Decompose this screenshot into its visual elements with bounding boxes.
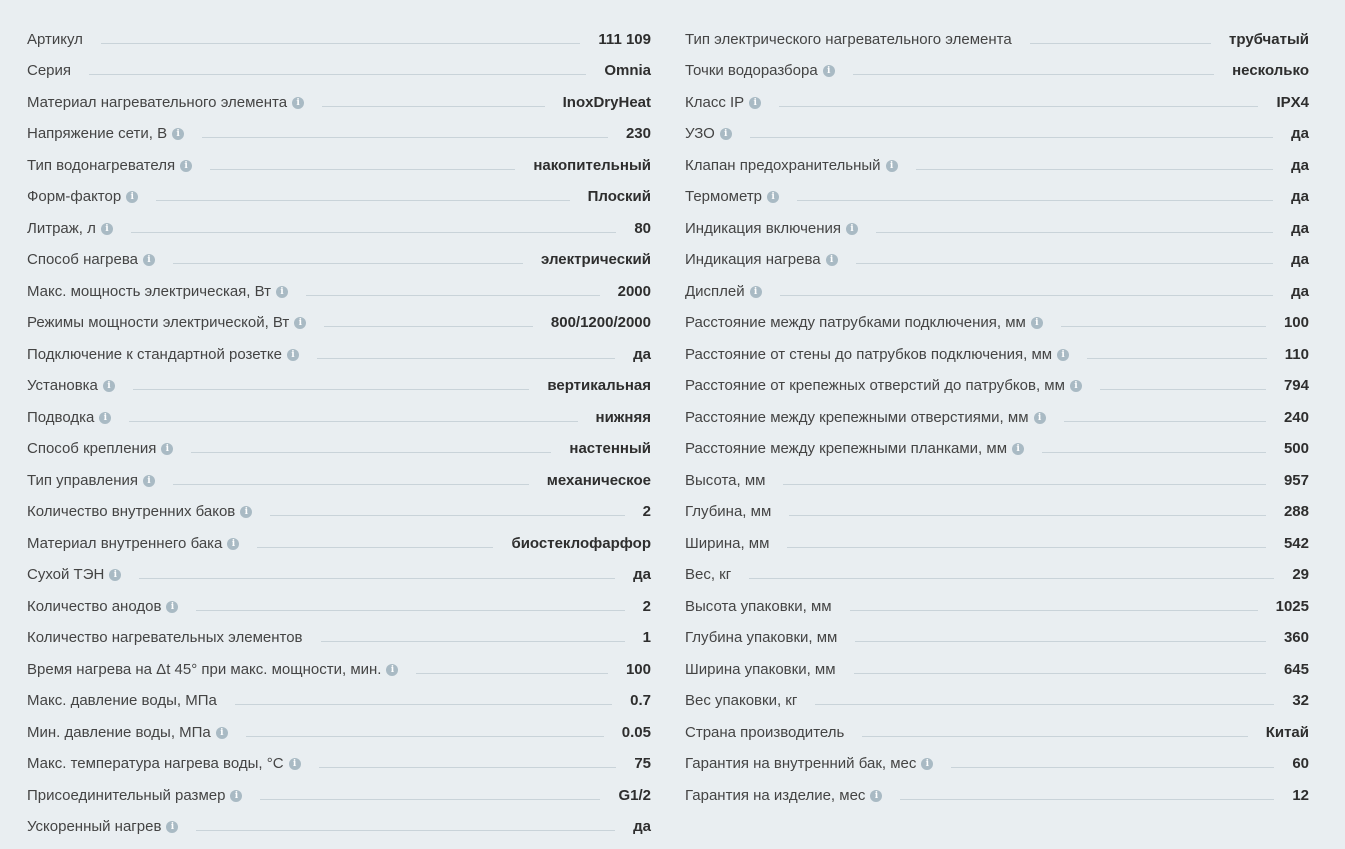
leader-line bbox=[129, 421, 577, 422]
spec-label-text: Серия bbox=[27, 62, 72, 79]
spec-label-text: Расстояние от стены до патрубков подключения, мм bbox=[685, 345, 1053, 363]
leader-line bbox=[1087, 358, 1267, 359]
spec-label bbox=[685, 566, 731, 584]
spec-value: да bbox=[633, 818, 651, 835]
spec-label bbox=[685, 62, 835, 80]
spec-value: 100 bbox=[1283, 314, 1309, 331]
spec-label bbox=[27, 157, 192, 175]
spec-label-text: Расстояние между патрубками подключения, мм bbox=[685, 314, 1026, 331]
spec-value: IPX4 bbox=[1276, 93, 1309, 111]
spec-label bbox=[685, 31, 1012, 49]
spec-row bbox=[27, 269, 651, 301]
spec-label-text: Точки водоразбора bbox=[685, 62, 818, 79]
spec-label-text: Расстояние между крепежными планками, мм bbox=[685, 440, 1008, 457]
spec-label-text: Режимы мощности электрической, Вт bbox=[27, 314, 290, 331]
spec-label-text: Количество анодов bbox=[27, 597, 162, 615]
leader-line bbox=[1042, 452, 1266, 453]
spec-row bbox=[685, 49, 1309, 81]
spec-label bbox=[685, 377, 1082, 395]
spec-label bbox=[27, 62, 71, 80]
info-icon[interactable]: i bbox=[1034, 412, 1046, 424]
spec-value: 0.05 bbox=[621, 723, 651, 741]
spec-value: электрический bbox=[541, 251, 651, 268]
spec-value: нижняя bbox=[595, 408, 651, 426]
leader-line bbox=[750, 137, 1273, 138]
spec-value: 645 bbox=[1283, 660, 1309, 678]
info-icon[interactable]: i bbox=[1057, 349, 1069, 361]
spec-label-text: Термометр bbox=[685, 188, 763, 205]
spec-label-text: Литраж, л bbox=[27, 219, 96, 237]
spec-value: 12 bbox=[1292, 786, 1309, 804]
spec-label-text: Мин. давление воды, МПа bbox=[27, 723, 211, 741]
info-icon[interactable]: i bbox=[166, 601, 178, 613]
info-icon[interactable]: i bbox=[109, 569, 121, 581]
leader-line bbox=[1064, 421, 1266, 422]
spec-value: да bbox=[1291, 188, 1309, 205]
leader-line bbox=[202, 137, 608, 138]
spec-label bbox=[685, 157, 898, 175]
info-icon[interactable]: i bbox=[294, 317, 306, 329]
spec-label-text: Вес упаковки, кг bbox=[685, 692, 798, 709]
spec-label-text: Сухой ТЭН bbox=[27, 566, 105, 583]
info-icon[interactable]: i bbox=[386, 664, 398, 676]
info-icon[interactable]: i bbox=[180, 160, 192, 172]
spec-label bbox=[685, 535, 769, 553]
spec-value: да bbox=[633, 345, 651, 363]
spec-row bbox=[685, 175, 1309, 207]
spec-label bbox=[27, 661, 398, 679]
spec-row bbox=[685, 679, 1309, 711]
spec-value: 360 bbox=[1283, 629, 1309, 646]
spec-value: 1025 bbox=[1275, 597, 1309, 615]
info-icon[interactable]: i bbox=[292, 97, 304, 109]
spec-label-text: Расстояние от крепежных отверстий до патрубков, мм bbox=[685, 377, 1065, 394]
leader-line bbox=[1100, 389, 1266, 390]
leader-line bbox=[324, 326, 533, 327]
info-icon[interactable]: i bbox=[240, 506, 252, 518]
spec-row bbox=[27, 679, 651, 711]
leader-line bbox=[855, 641, 1266, 642]
spec-value: 75 bbox=[634, 755, 651, 772]
spec-value: 288 bbox=[1283, 503, 1309, 520]
spec-row bbox=[685, 458, 1309, 490]
spec-row bbox=[27, 395, 651, 427]
spec-value: 29 bbox=[1292, 566, 1309, 583]
spec-label-text: Тип водонагревателя bbox=[27, 156, 176, 174]
leader-line bbox=[815, 704, 1274, 705]
spec-label bbox=[685, 503, 771, 521]
info-icon[interactable]: i bbox=[1012, 443, 1024, 455]
spec-value: да bbox=[1291, 251, 1309, 268]
info-icon[interactable]: i bbox=[921, 758, 933, 770]
info-icon[interactable]: i bbox=[750, 286, 762, 298]
spec-row bbox=[27, 742, 651, 774]
leader-line bbox=[789, 515, 1266, 516]
spec-row bbox=[27, 206, 651, 238]
spec-label-text: Материал внутреннего бака bbox=[27, 534, 223, 552]
leader-line bbox=[257, 547, 493, 548]
spec-label-text: Подключение к стандартной розетке bbox=[27, 345, 282, 363]
spec-label-text: Расстояние между крепежными отверстиями, мм bbox=[685, 408, 1029, 426]
info-icon[interactable]: i bbox=[143, 254, 155, 266]
spec-label bbox=[27, 251, 155, 269]
info-icon[interactable]: i bbox=[227, 538, 239, 550]
spec-label bbox=[27, 440, 173, 458]
info-icon[interactable]: i bbox=[749, 97, 761, 109]
spec-value: настенный bbox=[569, 440, 651, 457]
spec-row bbox=[27, 80, 651, 112]
leader-line bbox=[321, 641, 625, 642]
spec-label-text: Дисплей bbox=[685, 282, 745, 300]
info-icon[interactable]: i bbox=[823, 65, 835, 77]
spec-row bbox=[685, 269, 1309, 301]
leader-line bbox=[876, 232, 1273, 233]
spec-value: 0.7 bbox=[630, 692, 651, 709]
spec-label bbox=[685, 283, 762, 301]
spec-label bbox=[27, 125, 184, 143]
spec-label bbox=[27, 346, 299, 364]
info-icon[interactable]: i bbox=[172, 128, 184, 140]
info-icon[interactable]: i bbox=[103, 380, 115, 392]
spec-value: 100 bbox=[625, 660, 651, 678]
spec-value: да bbox=[633, 566, 651, 583]
spec-label bbox=[27, 220, 113, 238]
spec-value: механическое bbox=[546, 471, 651, 489]
spec-label bbox=[685, 188, 779, 206]
spec-value: Плоский bbox=[587, 188, 651, 205]
spec-row bbox=[27, 301, 651, 333]
spec-value: Omnia bbox=[604, 62, 651, 79]
spec-row bbox=[685, 395, 1309, 427]
leader-line bbox=[196, 610, 624, 611]
spec-value: 542 bbox=[1283, 534, 1309, 552]
spec-row bbox=[27, 49, 651, 81]
spec-row bbox=[685, 206, 1309, 238]
info-icon[interactable]: i bbox=[1031, 317, 1043, 329]
spec-row bbox=[27, 143, 651, 175]
spec-label bbox=[685, 94, 761, 112]
spec-value: 500 bbox=[1283, 440, 1309, 457]
spec-value: да bbox=[1291, 219, 1309, 237]
info-icon[interactable]: i bbox=[161, 443, 173, 455]
spec-label-text: Макс. давление воды, МПа bbox=[27, 692, 217, 709]
spec-label bbox=[27, 724, 228, 742]
spec-value: Китай bbox=[1265, 723, 1309, 741]
spec-value: вертикальная bbox=[547, 377, 651, 394]
spec-label bbox=[27, 629, 303, 647]
info-icon[interactable]: i bbox=[216, 727, 228, 739]
spec-label-text: Присоединительный размер bbox=[27, 786, 226, 804]
spec-row bbox=[685, 364, 1309, 396]
spec-row bbox=[27, 553, 651, 585]
spec-label bbox=[685, 251, 838, 269]
spec-row bbox=[27, 17, 651, 49]
spec-row bbox=[685, 553, 1309, 585]
leader-line bbox=[854, 673, 1266, 674]
spec-label-text: Гарантия на изделие, мес bbox=[685, 786, 866, 804]
spec-label bbox=[27, 31, 83, 49]
specifications-left-column bbox=[27, 17, 651, 836]
spec-value: накопительный bbox=[533, 156, 651, 174]
spec-row bbox=[27, 427, 651, 459]
spec-label-text: Макс. температура нагрева воды, °С bbox=[27, 755, 284, 772]
spec-row bbox=[27, 773, 651, 805]
info-icon[interactable]: i bbox=[767, 191, 779, 203]
spec-label-text: Класс IP bbox=[685, 93, 745, 111]
spec-row bbox=[27, 521, 651, 553]
leader-line bbox=[951, 767, 1274, 768]
leader-line bbox=[853, 74, 1214, 75]
info-icon[interactable]: i bbox=[886, 160, 898, 172]
spec-value: 2 bbox=[642, 597, 651, 615]
spec-value: 2 bbox=[642, 503, 651, 520]
spec-row bbox=[27, 364, 651, 396]
info-icon[interactable]: i bbox=[846, 223, 858, 235]
spec-row bbox=[685, 773, 1309, 805]
spec-value: 957 bbox=[1283, 471, 1309, 489]
spec-label-text: Глубина, мм bbox=[685, 503, 772, 520]
spec-row bbox=[685, 647, 1309, 679]
info-icon[interactable]: i bbox=[289, 758, 301, 770]
spec-row bbox=[27, 238, 651, 270]
spec-label bbox=[685, 314, 1043, 332]
spec-value: 60 bbox=[1292, 755, 1309, 772]
spec-row bbox=[685, 112, 1309, 144]
spec-label-text: Глубина упаковки, мм bbox=[685, 629, 838, 646]
info-icon[interactable]: i bbox=[720, 128, 732, 140]
leader-line bbox=[131, 232, 616, 233]
info-icon[interactable]: i bbox=[166, 821, 178, 833]
leader-line bbox=[749, 578, 1274, 579]
leader-line bbox=[780, 295, 1273, 296]
spec-label-text: Количество нагревательных элементов bbox=[27, 629, 303, 646]
spec-label bbox=[685, 629, 837, 647]
specifications-right-column bbox=[685, 17, 1309, 836]
spec-row bbox=[685, 301, 1309, 333]
spec-row bbox=[685, 710, 1309, 742]
spec-row bbox=[685, 427, 1309, 459]
info-icon[interactable]: i bbox=[1070, 380, 1082, 392]
info-icon[interactable]: i bbox=[287, 349, 299, 361]
leader-line bbox=[787, 547, 1266, 548]
spec-label-text: Гарантия на внутренний бак, мес bbox=[685, 755, 917, 772]
spec-label bbox=[685, 409, 1046, 427]
info-icon[interactable]: i bbox=[99, 412, 111, 424]
spec-row bbox=[685, 584, 1309, 616]
spec-row bbox=[27, 584, 651, 616]
spec-value: да bbox=[1291, 282, 1309, 300]
leader-line bbox=[850, 610, 1258, 611]
spec-label bbox=[685, 598, 832, 616]
leader-line bbox=[856, 263, 1274, 264]
spec-value: 794 bbox=[1283, 377, 1309, 394]
spec-row bbox=[685, 332, 1309, 364]
spec-value: несколько bbox=[1232, 62, 1309, 79]
leader-line bbox=[779, 106, 1258, 107]
leader-line bbox=[260, 799, 600, 800]
spec-label-text: Ширина упаковки, мм bbox=[685, 660, 836, 678]
spec-value: 80 bbox=[634, 219, 651, 237]
spec-label bbox=[27, 598, 178, 616]
spec-label-text: Индикация нагрева bbox=[685, 251, 821, 268]
spec-row bbox=[685, 616, 1309, 648]
spec-row bbox=[685, 80, 1309, 112]
spec-row bbox=[685, 742, 1309, 774]
spec-row bbox=[27, 458, 651, 490]
spec-label-text: Способ нагрева bbox=[27, 251, 138, 268]
leader-line bbox=[783, 484, 1265, 485]
leader-line bbox=[916, 169, 1274, 170]
spec-row bbox=[685, 521, 1309, 553]
info-icon[interactable]: i bbox=[101, 223, 113, 235]
spec-label-text: Клапан предохранительный bbox=[685, 156, 881, 174]
leader-line bbox=[101, 43, 581, 44]
spec-label-text: Напряжение сети, В bbox=[27, 125, 168, 142]
spec-label-text: Индикация включения bbox=[685, 219, 842, 237]
leader-line bbox=[246, 736, 604, 737]
spec-value: 110 bbox=[1284, 345, 1309, 363]
spec-label-text: Количество внутренних баков bbox=[27, 503, 236, 520]
spec-value: 800/1200/2000 bbox=[550, 314, 651, 331]
leader-line bbox=[317, 358, 615, 359]
leader-line bbox=[173, 263, 523, 264]
spec-label-text: Вес, кг bbox=[685, 566, 732, 583]
leader-line bbox=[210, 169, 515, 170]
spec-label-text: Способ крепления bbox=[27, 440, 157, 457]
leader-line bbox=[156, 200, 569, 201]
spec-row bbox=[685, 17, 1309, 49]
spec-label-text: Артикул bbox=[27, 30, 83, 48]
leader-line bbox=[1030, 43, 1211, 44]
spec-value: 230 bbox=[625, 125, 651, 142]
spec-label-text: УЗО bbox=[685, 125, 715, 142]
spec-value: 32 bbox=[1292, 692, 1309, 709]
spec-label bbox=[685, 346, 1069, 364]
spec-row bbox=[27, 616, 651, 648]
spec-row bbox=[27, 332, 651, 364]
spec-row bbox=[27, 710, 651, 742]
spec-label bbox=[27, 692, 217, 710]
spec-value: трубчатый bbox=[1229, 30, 1309, 48]
spec-label bbox=[685, 472, 765, 490]
leader-line bbox=[270, 515, 624, 516]
spec-label bbox=[27, 283, 288, 301]
leader-line bbox=[191, 452, 551, 453]
spec-value: биостеклофарфор bbox=[511, 534, 651, 552]
leader-line bbox=[139, 578, 615, 579]
spec-label bbox=[685, 440, 1024, 458]
spec-label bbox=[27, 818, 178, 836]
spec-label-text: Высота, мм bbox=[685, 471, 766, 489]
spec-label bbox=[685, 125, 732, 143]
spec-label-text: Время нагрева на Δt 45° при макс. мощности, мин. bbox=[27, 660, 382, 678]
leader-line bbox=[416, 673, 608, 674]
spec-value: да bbox=[1291, 156, 1309, 174]
spec-label-text: Ускоренный нагрев bbox=[27, 818, 162, 835]
spec-label-text: Макс. мощность электрическая, Вт bbox=[27, 282, 272, 300]
spec-label bbox=[27, 377, 115, 395]
spec-label bbox=[685, 755, 933, 773]
spec-value: 2000 bbox=[617, 282, 651, 300]
spec-label-text: Установка bbox=[27, 377, 98, 394]
specifications-table bbox=[27, 17, 1309, 836]
leader-line bbox=[196, 830, 615, 831]
spec-label-text: Высота упаковки, мм bbox=[685, 597, 832, 615]
spec-label-text: Материал нагревательного элемента bbox=[27, 93, 288, 111]
spec-label bbox=[27, 94, 304, 112]
leader-line bbox=[133, 389, 529, 390]
spec-label bbox=[685, 220, 858, 238]
leader-line bbox=[235, 704, 612, 705]
spec-label bbox=[27, 535, 239, 553]
spec-label bbox=[685, 724, 844, 742]
spec-label-text: Тип электрического нагревательного элемента bbox=[685, 30, 1012, 48]
spec-value: 111 109 bbox=[598, 30, 651, 48]
spec-label-text: Страна производитель bbox=[685, 723, 845, 741]
leader-line bbox=[173, 484, 529, 485]
leader-line bbox=[1061, 326, 1266, 327]
spec-label bbox=[27, 787, 242, 805]
spec-value: да bbox=[1291, 125, 1309, 142]
spec-label bbox=[27, 409, 111, 427]
spec-row bbox=[27, 112, 651, 144]
spec-row bbox=[27, 805, 651, 837]
spec-value: 240 bbox=[1283, 408, 1309, 426]
info-icon[interactable]: i bbox=[126, 191, 138, 203]
spec-row bbox=[27, 175, 651, 207]
spec-row bbox=[685, 238, 1309, 270]
leader-line bbox=[306, 295, 600, 296]
spec-label-text: Подводка bbox=[27, 408, 95, 426]
spec-row bbox=[685, 143, 1309, 175]
spec-label bbox=[27, 755, 301, 773]
spec-value: 1 bbox=[642, 629, 651, 646]
spec-row bbox=[27, 647, 651, 679]
spec-label bbox=[685, 661, 836, 679]
info-icon[interactable]: i bbox=[276, 286, 288, 298]
spec-label bbox=[685, 787, 882, 805]
leader-line bbox=[89, 74, 586, 75]
leader-line bbox=[900, 799, 1274, 800]
info-icon[interactable]: i bbox=[826, 254, 838, 266]
spec-label-text: Форм-фактор bbox=[27, 188, 122, 205]
info-icon[interactable]: i bbox=[143, 475, 155, 487]
spec-value: G1/2 bbox=[618, 786, 651, 804]
spec-label bbox=[27, 503, 252, 521]
leader-line bbox=[322, 106, 545, 107]
leader-line bbox=[797, 200, 1273, 201]
spec-label bbox=[27, 566, 121, 584]
spec-row bbox=[27, 490, 651, 522]
spec-label bbox=[27, 188, 138, 206]
leader-line bbox=[862, 736, 1247, 737]
spec-label-text: Ширина, мм bbox=[685, 534, 770, 552]
spec-label-text: Тип управления bbox=[27, 471, 138, 489]
spec-value: InoxDryHeat bbox=[562, 93, 651, 111]
spec-row bbox=[685, 490, 1309, 522]
spec-label bbox=[27, 472, 155, 490]
leader-line bbox=[319, 767, 617, 768]
info-icon[interactable]: i bbox=[870, 790, 882, 802]
spec-label bbox=[27, 314, 306, 332]
info-icon[interactable]: i bbox=[230, 790, 242, 802]
spec-label bbox=[685, 692, 797, 710]
